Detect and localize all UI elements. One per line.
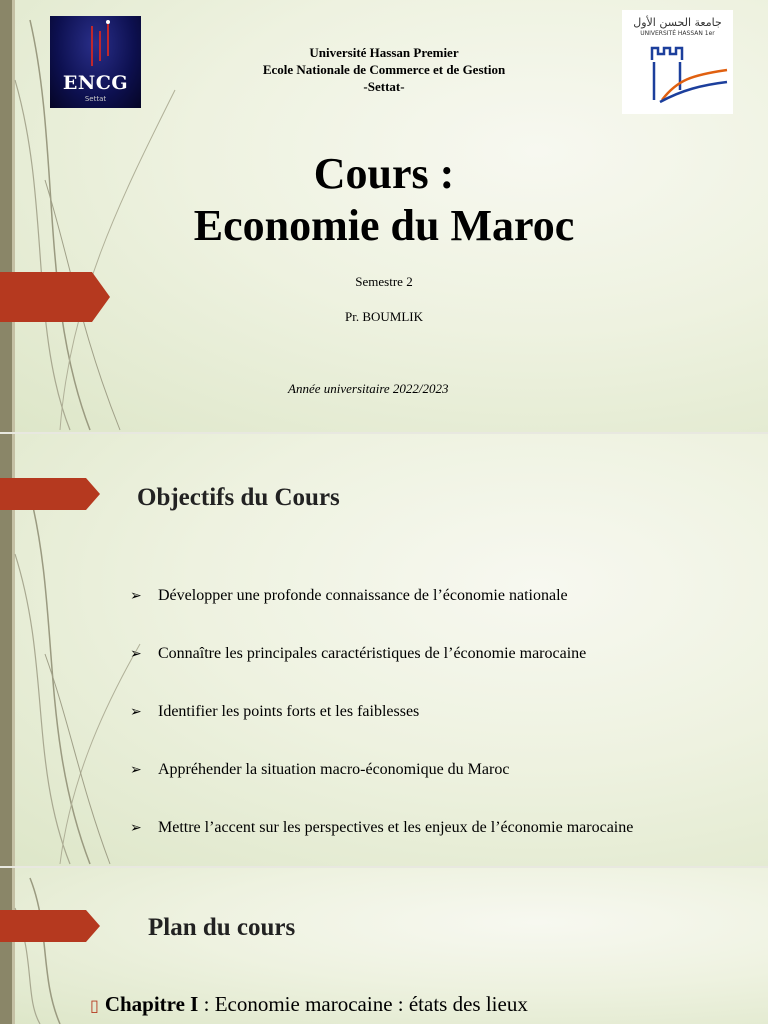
- title-slide: [0, 0, 768, 432]
- school-city: -Settat-: [363, 79, 405, 94]
- university-logo-french: UNIVERSITÉ HASSAN 1er: [640, 30, 715, 37]
- arrow-bullet-icon: ➢: [130, 762, 142, 778]
- chapter-item: [90, 992, 528, 1017]
- chapter-title: : Economie marocaine : états des lieux: [198, 992, 528, 1016]
- plan-slide: [0, 868, 768, 1024]
- encg-logo-text: ENCG: [62, 72, 129, 94]
- arrow-bullet-icon: ➢: [130, 588, 142, 604]
- arrow-bullet-icon: ➢: [130, 646, 142, 662]
- chapter-label: Chapitre I: [104, 992, 199, 1016]
- objectives-slide: [0, 434, 768, 866]
- school-name: Ecole Nationale de Commerce et de Gestion: [262, 62, 506, 77]
- course-title: [0, 148, 768, 252]
- square-bullet-icon: ▯: [90, 996, 99, 1015]
- list-item: ➢ Appréhender la situation macro-économique du Maroc: [130, 758, 633, 816]
- arrow-bullet-icon: ➢: [130, 704, 142, 720]
- university-logo-arabic: جامعة الحسن الأول: [633, 16, 722, 29]
- list-item: ➢ Développer une profonde connaissance de l’économie nationale: [130, 584, 633, 642]
- plan-heading: Plan du cours: [148, 914, 296, 941]
- objectives-heading: Objectifs du Cours: [137, 484, 340, 511]
- course-title-line2: Economie du Maroc: [193, 201, 575, 250]
- university-name: Université Hassan Premier: [309, 45, 459, 60]
- academic-year: Année universitaire 2022/2023: [288, 381, 449, 396]
- arrow-bullet-icon: ➢: [130, 820, 142, 836]
- course-title-line1: Cours :: [313, 149, 455, 198]
- semester-label: Semestre 2: [355, 274, 413, 289]
- accent-tab: [0, 478, 100, 510]
- professor-name: Pr. BOUMLIK: [344, 309, 423, 324]
- encg-logo-subtext: Settat: [84, 95, 107, 103]
- list-item: ➢ Identifier les points forts et les faiblesses: [130, 700, 633, 758]
- university-header: [0, 44, 768, 95]
- list-item: ➢ Connaître les principales caractéristiques de l’économie marocaine: [130, 642, 633, 700]
- accent-tab: [0, 910, 100, 942]
- list-item: ➢ Mettre l’accent sur les perspectives et les enjeux de l’économie marocaine: [130, 816, 633, 866]
- objectives-list: [130, 584, 633, 866]
